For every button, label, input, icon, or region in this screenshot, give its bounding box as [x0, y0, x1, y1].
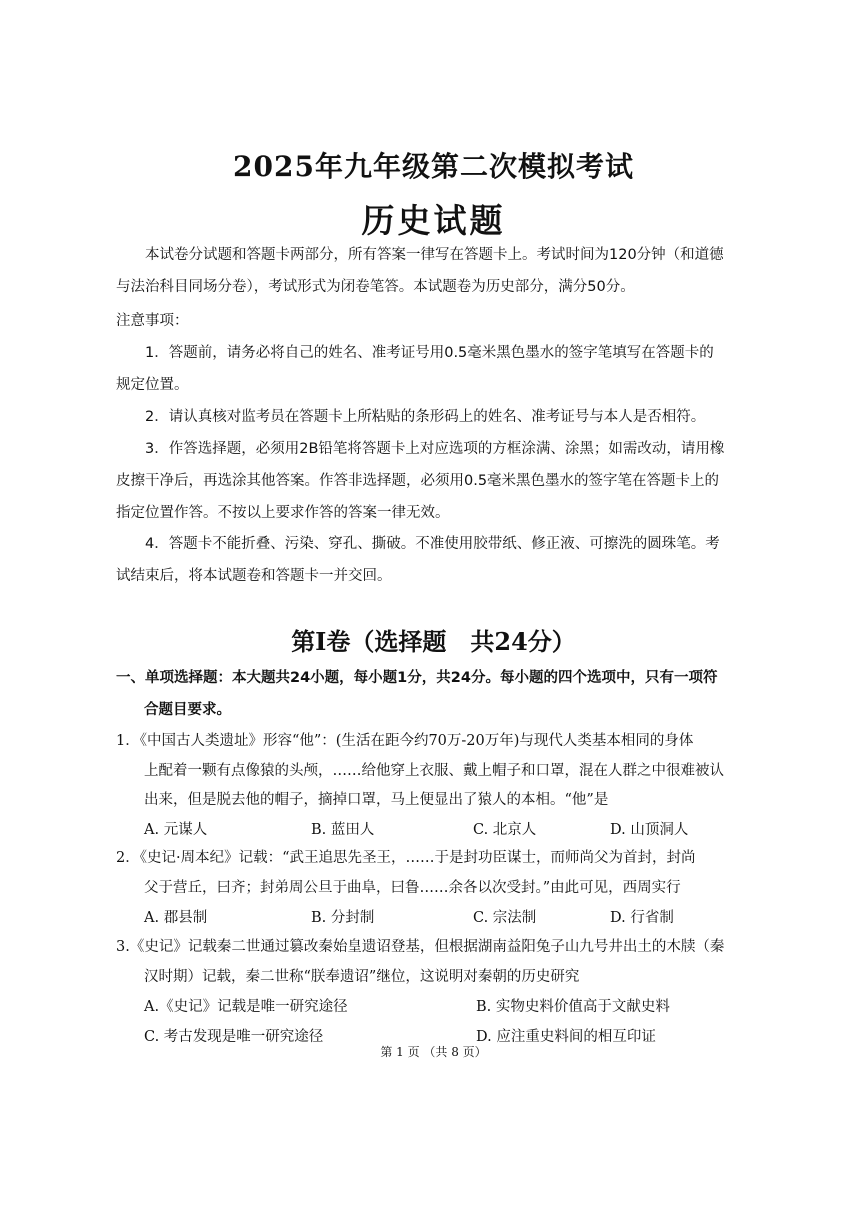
- note-line: 1．答题前，请务必将自己的姓名、准考证号用0.5毫米黑色墨水的签字笔填写在答题卡的: [145, 345, 714, 361]
- note-line: 2．请认真核对监考员在答题卡上所粘贴的条形码上的姓名、准考证号与本人是否相符。: [145, 409, 706, 425]
- option-a: A. 元谋人: [144, 822, 208, 838]
- note-line: 4．答题卡不能折叠、污染、穿孔、撕破。不准使用胶带纸、修正液、可擦洗的圆珠笔。考: [145, 536, 720, 552]
- note-line: 皮擦干净后，再选涂其他答案。作答非选择题，必须用0.5毫米黑色墨水的签字笔在答题卡上的: [116, 473, 720, 489]
- note-line: 指定位置作答。不按以上要求作答的答案一律无效。: [116, 505, 450, 521]
- option-c: C. 宗法制: [473, 910, 537, 926]
- option-d: D. 山顶洞人: [610, 822, 689, 838]
- question-1: [116, 727, 724, 816]
- note-item: [116, 433, 756, 529]
- option-b: B. 实物史料价值高于文献史料: [476, 999, 670, 1015]
- option-c: C. 考古发现是唯一研究途径: [144, 1029, 324, 1045]
- note-line: 试结束后，将本试题卷和答题卡一并交回。: [116, 568, 392, 584]
- option-b: B. 蓝田人: [311, 822, 375, 838]
- subject-title: 历史试题: [361, 201, 506, 240]
- note-item: [116, 337, 756, 401]
- question-3: [116, 933, 724, 992]
- option-d: D. 应注重史料间的相互印证: [476, 1029, 656, 1045]
- question-stem-line: 父于营丘，曰齐；封弟周公旦于曲阜，曰鲁……余各以次受封。”由此可见，西周实行: [144, 879, 681, 896]
- section-heading-line: 一、单项选择题：本大题共24小题，每小题1分，共24分。每小题的四个选项中，只有一项符: [116, 670, 718, 686]
- intro-line: 本试卷分试题和答题卡两部分，所有答案一律写在答题卡上。考试时间为120分钟（和道德: [145, 247, 724, 263]
- option-b: B. 分封制: [311, 910, 375, 926]
- option-a: A. 郡县制: [144, 910, 208, 926]
- question-stem-line: 上配着一颗有点像猿的头颅，……给他穿上衣服、戴上帽子和口罩，混在人群之中很难被认: [144, 762, 724, 779]
- notes-heading: 注意事项：: [116, 313, 189, 329]
- option-c: C. 北京人: [473, 822, 537, 838]
- question-2: [116, 844, 696, 903]
- question-stem-line: 汉时期）记载，秦二世称“朕奉遗诏”继位，这说明对秦朝的历史研究: [144, 968, 580, 985]
- option-d: D. 行省制: [610, 910, 674, 926]
- section-heading: [116, 662, 717, 726]
- intro-paragraph: [116, 239, 756, 303]
- note-item: [116, 401, 756, 433]
- note-item: [116, 528, 756, 592]
- exam-title: 2025年九年级第二次模拟考试: [233, 150, 634, 183]
- question-stem-line: 1．《中国古人类遗址》形容“他”：(生活在距今约70万-20万年)与现代人类基本相同的身体: [116, 733, 694, 749]
- section-heading-line: 合题目要求。: [144, 702, 231, 718]
- question-stem-line: 出来，但是脱去他的帽子，摘掉口罩，马上便显出了猿人的本相。“他”是: [144, 792, 609, 808]
- page-footer: 第 1 页 （共 8 页）: [380, 1045, 487, 1059]
- part-title: 第Ⅰ卷（选择题 共24分）: [291, 627, 576, 656]
- intro-line: 与法治科目同场分卷），考试形式为闭卷笔答。本试题卷为历史部分，满分50分。: [116, 279, 635, 295]
- question-stem-line: 3.《史记》记载秦二世通过篡改秦始皇遗诏登基，但根据湖南益阳兔子山九号井出土的木牍（秦: [116, 939, 725, 955]
- note-line: 规定位置。: [116, 377, 189, 393]
- question-stem-line: 2．《史记·周本纪》记载：“武王追思先圣王，……于是封功臣谋士，而师尚父为首封，封尚: [116, 850, 696, 866]
- note-line: 3．作答选择题，必须用2B铅笔将答题卡上对应选项的方框涂满、涂黑；如需改动，请用橡: [145, 441, 725, 457]
- option-a: A.《史记》记载是唯一研究途径: [144, 999, 348, 1015]
